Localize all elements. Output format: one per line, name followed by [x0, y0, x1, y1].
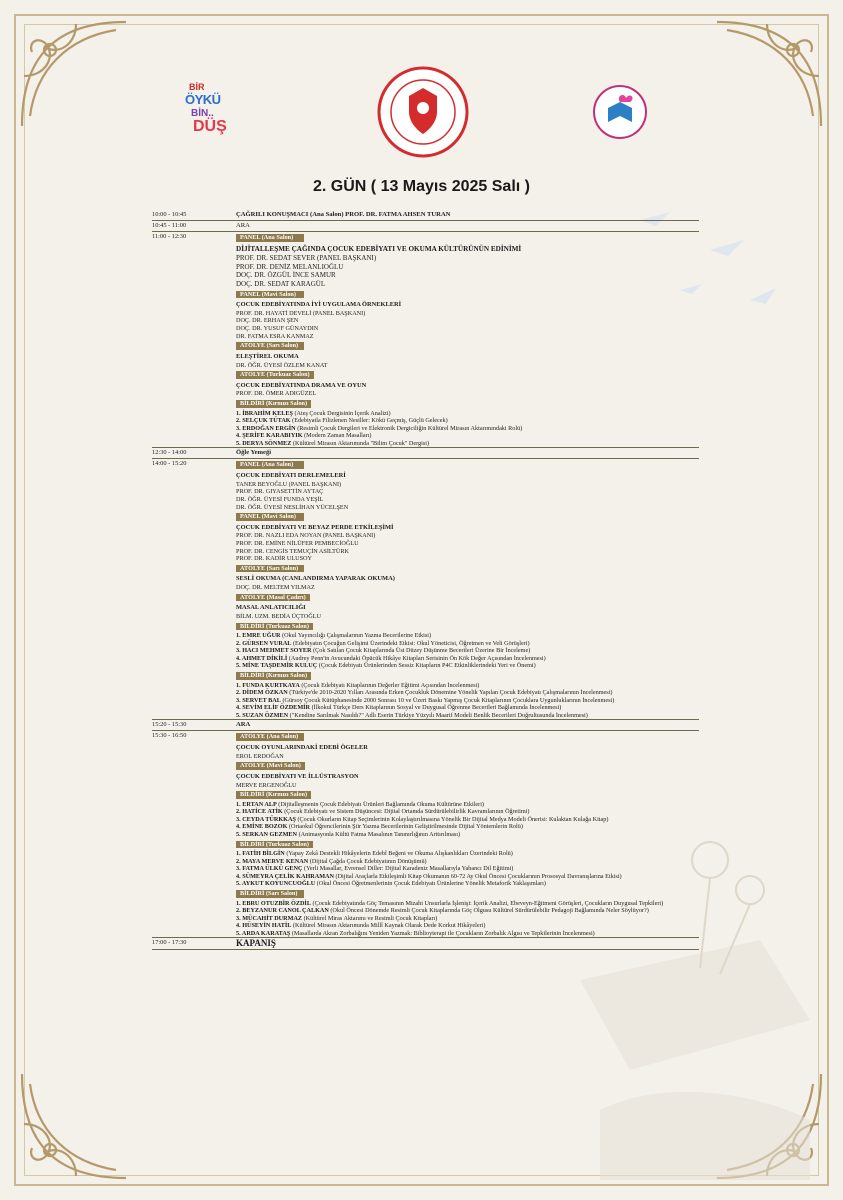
time-cell: 10:00 - 10:45: [152, 211, 187, 218]
speaker: DR. ÖĞR. ÜYESİ FUNDA YEŞİL: [236, 495, 324, 503]
schedule-row-s8: [152, 938, 699, 950]
session-topic: ÇOCUK EDEBİYATI VE İLLÜSTRASYON: [236, 772, 359, 780]
paper-item: 4. AHMET DİKİLİ (Audrey Penn'in Avucundaki Öpücük Hikâye Kitapları Serisinin Ön Kök Değer Açısından İncelenmesi): [236, 654, 546, 662]
paper-item: 1. FUNDA KURTKAYA (Çocuk Edebiyatı Kitaplarının Değerler Eğitimi Açısından İncelenmesi): [236, 681, 480, 689]
paper-item: 3. MÜCAHİT DURMAZ (Kültürel Miras Aktarımı ve Resimli Çocuk Kitapları): [236, 914, 438, 922]
speaker: BİLM. UZM. BEDİA ÜÇTOĞLU: [236, 613, 321, 620]
session-header: BİLDİRİ (Turkuaz Salon): [236, 841, 313, 849]
closing-text: KAPANIŞ: [236, 938, 276, 949]
paper-item: 3. SERVET BAL (Gürsoy Çocuk Kütüphanesinde 2000 Sonrası 10 ve Üzeri Baskı Yapmış Çocuk Kitaplarının Çocuklara Uygunluklarının İncelenmesi): [236, 696, 615, 704]
paper-item: 3. HACI MEHMET SOYER (Çok Satılan Çocuk Kitaplarında Üst Düzey Düşünme Becerileri Üzerine Bir İnceleme): [236, 647, 531, 655]
session-topic: ÇOCUK EDEBİYATI VE BEYAZ PERDE ETKİLEŞİMİ: [236, 523, 394, 531]
speaker: DOÇ. DR. SEDAT KARAGÜL: [236, 280, 326, 288]
time-cell: 12:30 - 14:00: [152, 449, 187, 457]
speaker: PROF. DR. CENGİS TEMUÇİN ASİLTÜRK: [236, 547, 349, 555]
session-topic: ÇOCUK EDEBİYATINDA DRAMA VE OYUN: [236, 381, 367, 389]
paper-item: 5. SUZAN ÖZMEN ("Kendine Sarılmak Nasıldı?" Adlı Eserin Türkiye Yüzyılı Maarif Modeli Benlik Becerileri Doğrultusunda İncelenmesi): [236, 711, 588, 719]
session-header: ATÖLYE (Masal Çadırı): [236, 594, 310, 602]
paper-item: 4. SEVİM ELİF ÖZDEMİR (İlkokul Türkçe Ders Kitaplarının Sosyal ve Duygusal Öğrenme Becerileri Bağlamında İncelenmesi): [236, 704, 562, 712]
session-topic: ÇOCUK EDEBİYATINDA İYİ UYGULAMA ÖRNEKLERİ: [236, 301, 402, 309]
time-cell: 17:00 - 17:30: [152, 939, 187, 947]
speaker: DR. FATMA ESRA KANMAZ: [236, 332, 314, 340]
speaker: DOÇ. DR. MELTEM YILMAZ: [236, 584, 315, 592]
schedule-row-s6: [152, 720, 699, 731]
speaker: DOÇ. DR. ERHAN ŞEN: [236, 317, 299, 325]
speaker: MERVE ERGENOĞLU: [236, 781, 297, 789]
paper-item: 4. SÜMEYRA ÇELİK KAHRAMAN (Dijital Araçlarla Etkileşimli Kitap Okumanın 60-72 Ay Okul Öncesi Çocuklarının Prososyal Davranışlarına Etkisi): [236, 872, 622, 880]
speaker: DOÇ. DR. YUSUF GÜNAYDIN: [236, 325, 319, 333]
time-cell: 15:20 - 15:30: [152, 721, 187, 729]
meb-logo: [375, 64, 471, 160]
paper-item: 2. SELÇUK TÜTAK (Edebiyatla Filizlenen Nesiller: Kökü Geçmiş, Güçlü Gelecek): [236, 417, 448, 425]
speaker: PROF. DR. ÖMER ADIGÜZEL: [236, 390, 317, 398]
schedule-table: [152, 210, 699, 950]
speaker: PROF. DR. HAYATİ DEVELİ (PANEL BAŞKANI): [236, 309, 366, 317]
paper-item: 4. HÜSEYİN HATİL (Kültürel Mirasın Aktarımında Millî Kaynak Olarak Dede Korkut Hikâyeleri): [236, 922, 486, 930]
session-header: BİLDİRİ (Kırmızı Salon): [236, 791, 311, 799]
paper-item: 2. DİDEM ÖZKAN (Türkiye'de 2010-2020 Yılları Arasında Erken Çocukluk Dönemine Yönelik Yapılan Çocuk Edebiyatı Çalışmalarının İncelenmesi): [236, 689, 613, 697]
cocuk-edebiyati-kongresi-logo: [592, 84, 648, 140]
session-header: PANEL (Ana Salon): [236, 234, 304, 242]
session-header: ATÖLYE (Ana Salon): [236, 733, 304, 741]
paper-item: 4. ŞERİFE KARABIYIK (Modern Zaman Masalları): [236, 432, 372, 440]
paper-item: 1. FATİH BİLGİN (Yapay Zekâ Destekli Hikâyelerin Edebî Beğeni ve Okuma Alışkanlıkları Üzerindeki Rolü): [236, 850, 513, 858]
paper-item: 5. MİNE TAŞDEMİR KULUÇ (Çocuk Edebiyatı Ürünlerinden Sessiz Kitapların P4C Etkinliklerindeki Yeri ve Önemi): [236, 662, 536, 670]
speaker: PROF. DR. KADİR ULUSOY: [236, 555, 312, 563]
session-header: PANEL (Mavi Salon): [236, 513, 304, 521]
paper-item: 1. ERTAN ALP (Dijitalleşmenin Çocuk Edebiyatı Ürünleri Bağlamında Okuma Kültürüne Etkileri): [236, 800, 484, 808]
session-header: PANEL (Mavi Salon): [236, 291, 304, 299]
paper-item: 5. DERYA SÖNMEZ (Kültürel Mirasın Aktarımında "Bilim Çocuk" Dergisi): [236, 439, 430, 447]
session-header: BİLDİRİ (Sarı Salon): [236, 890, 304, 898]
session-text: Öğle Yemeği: [236, 449, 272, 457]
session-header: ATÖLYE (Sarı Salon): [236, 565, 304, 573]
paper-item: 5. SERKAN GEZMEN (Animasyonla Kültü Fatma Masalının Tanınırlığının Arttırılması): [236, 831, 461, 839]
time-cell: 15:30 - 16:50: [152, 732, 187, 740]
bir-oyku-bin-dus-logo: BİR ÖYKÜ BİN.. DÜŞ: [185, 82, 227, 135]
paper-item: 1. EBRU OTUZBİR ÖZDİL (Çocuk Edebiyatında Göç Temasının Mizahi Unsurlarla İşlenişi: İçerik Analizi, Ebeveyn-Eğitmeni Görüşleri, Çocukların Duygusal Tepkileri): [236, 899, 664, 907]
session-block: [236, 232, 699, 447]
session-header: BİLDİRİ (Kırmızı Salon): [236, 400, 311, 408]
session-topic: ELEŞTİREL OKUMA: [236, 352, 299, 360]
paper-item: 2. GÜRSEN VURAL (Edebiyatın Çocuğun Gelişimi Üzerindeki Etkisi: Okul Yöneticisi, Öğretmen ve Veli Görüşleri): [236, 639, 530, 647]
session-header: BİLDİRİ (Kırmızı Salon): [236, 672, 311, 680]
session-header: ATÖLYE (Turkuaz Salon): [236, 371, 314, 379]
logos-row: [0, 78, 843, 168]
session-text: ARA: [236, 721, 251, 729]
session-topic: ÇOCUK OYUNLARINDAKİ EDEBİ ÖGELER: [236, 743, 368, 751]
paper-item: 5. AYKUT KOYUNCUOĞLU (Okul Öncesi Öğretmenlerinin Çocuk Edebiyatı Ürünlerine Yönelik Metaforik Yaklaşımları): [236, 880, 546, 888]
paper-item: 5. ARDA KARATAŞ (Masallarda Akran Zorbalığını Yeniden Yazmak: Biblioyterapi ile Çocukların Zorbalık Algısı ve Tepkilerinin İncelenmesi): [236, 929, 595, 937]
speaker: DR. ÖĞR. ÜYESİ NESLİHAN YÜCELŞEN: [236, 503, 349, 511]
schedule-row-s4: [152, 448, 699, 459]
time-cell: 14:00 - 15:20: [152, 460, 187, 468]
time-cell: 11:00 - 12:30: [152, 233, 187, 241]
paper-item: 2. BEYZANUR CANOL ÇALKAN (Okul Öncesi Dönemde Resimli Çocuk Kitaplarında Göç Olgusu Kültürel Sürdürülebilir Pedagoji Bağlamında Neler Söylüyor?): [236, 907, 649, 915]
time-cell: 10:45 - 11:00: [152, 222, 187, 230]
speaker: PROF. DR. DENİZ MELANLIOĞLU: [236, 262, 344, 271]
schedule-row-s2: [152, 221, 699, 232]
speaker: DR. ÖĞR. ÜYESİ ÖZLEM KANAT: [236, 361, 328, 369]
paper-item: 1. EMRE UĞUR (Okul Yayıncılığı Çalışmalarının Yazma Becerilerine Etkisi): [236, 632, 432, 640]
speaker: PROF. DR. NAZLI EDA NOYAN (PANEL BAŞKANI): [236, 532, 376, 540]
session-text: ÇAĞRILI KONUŞMACI (Ana Salon) PROF. DR. FATMA AHSEN TURAN: [236, 211, 451, 218]
session-topic: SESLİ OKUMA (CANLANDIRMA YAPARAK OKUMA): [236, 575, 395, 583]
speaker: DOÇ. DR. ÖZGÜL İNCE SAMUR: [236, 271, 336, 280]
session-block: [236, 459, 699, 719]
schedule-row-s5: [152, 459, 699, 720]
speaker: PROF. DR. GIYASETTİN AYTAÇ: [236, 488, 324, 496]
speaker: TANER BEYOĞLU (PANEL BAŞKANI): [236, 480, 342, 488]
paper-item: 2. MAYA MERVE KENAN (Dijital Çağda Çocuk Edebiyatının Dönüşümü): [236, 857, 427, 865]
speaker: PROF. DR. SEDAT SEVER (PANEL BAŞKANI): [236, 254, 377, 263]
schedule-row-s3: [152, 232, 699, 448]
session-header: PANEL (Ana Salon): [236, 461, 304, 469]
page-title: 2. GÜN ( 13 Mayıs 2025 Salı ): [313, 178, 530, 195]
session-header: BİLDİRİ (Turkuaz Salon): [236, 623, 313, 631]
session-topic: MASAL ANLATICILIĞI: [236, 604, 306, 612]
session-topic: ÇOCUK EDEBİYATI DERLEMELERİ: [236, 472, 346, 479]
paper-item: 3. FATMA ÜLKÜ GENÇ (Yerli Masallar, Evrensel Diller: Dijital Karadeniz Masallarıyla Yabancı Dil Eğitimi): [236, 865, 514, 873]
paper-item: 1. İBRAHİM KELEŞ (Ateş Çocuk Dergisinin İçerik Analizi): [236, 409, 391, 417]
session-header: ATÖLYE (Sarı Salon): [236, 342, 304, 350]
session-topic: DİJİTALLEŞME ÇAĞINDA ÇOCUK EDEBİYATI VE OKUMA KÜLTÜRÜNÜN EDİNİMİ: [236, 244, 522, 253]
schedule-row-s1: [152, 210, 699, 221]
corner-ornament-bottom-left: [16, 1064, 136, 1184]
session-text: ARA: [236, 222, 250, 230]
paper-item: 4. EMİNE BOZOK (Ortaokul Öğrencilerinin Şiir Yazma Becerilerinin Geliştirilmesinde Dijital Yöntemlerin Rolü): [236, 823, 523, 831]
paper-item: 2. HATİCE ATİK (Çocuk Edebiyatı ve Sistem Düşüncesi: Dijital Ortamda Sürdürülebilirlik Kavramlarının Öğretimi): [236, 808, 530, 816]
session-block: [236, 731, 699, 937]
paper-item: 3. ERDOĞAN ERGİN (Resimli Çocuk Dergileri ve Elektronik Dergiciliğin Kültürel Mirasın Aktarımındaki Rolü): [236, 424, 523, 432]
speaker: PROF. DR. EMİNE NİLÜFER PEMBECİOĞLU: [236, 540, 359, 547]
speaker: EROL ERDOĞAN: [236, 752, 284, 760]
schedule-row-s7: [152, 731, 699, 938]
session-header: ATÖLYE (Mavi Salon): [236, 762, 305, 770]
corner-ornament-bottom-right: [707, 1064, 827, 1184]
paper-item: 3. CEYDA TÜRKKAŞ (Çocuk Okurların Kitap Seçimlerinin Kolaylaştırılmasına Yönelik Bir Dijital Medya Modeli Önerisi: Kulaktan Kulağa Kitap): [236, 815, 609, 823]
